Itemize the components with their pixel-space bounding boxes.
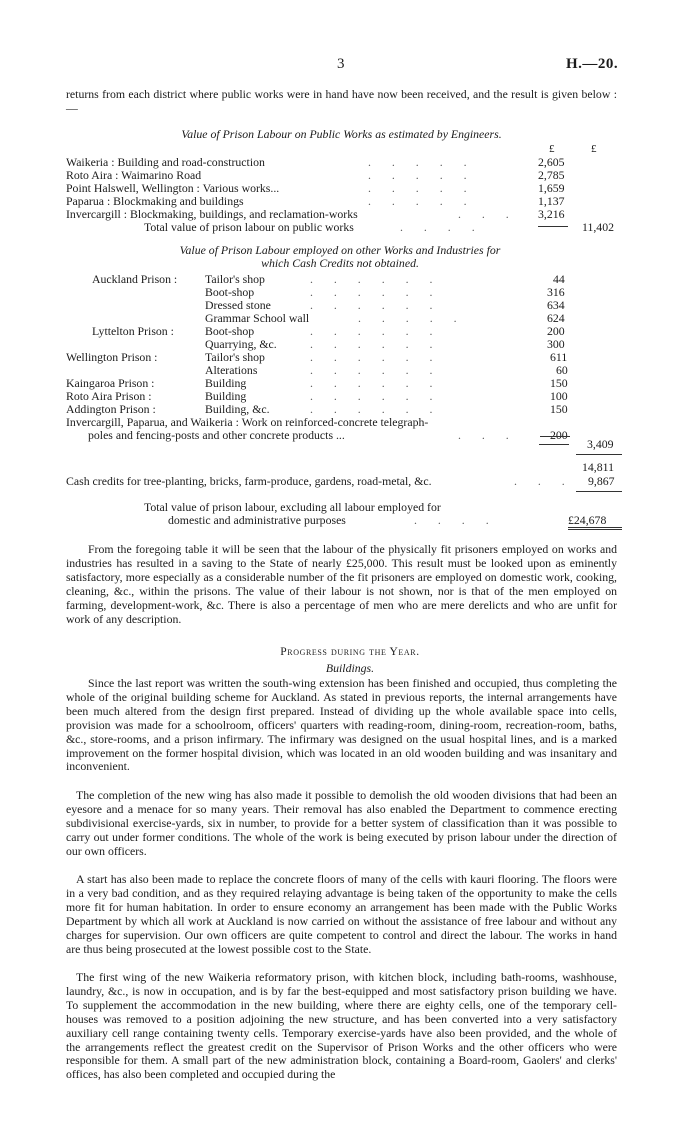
table2-row [0,298,700,312]
leader-dots: . . . . . . [310,363,442,377]
leader-dots: . . . . . . [310,350,442,364]
table2-prison: Auckland Prison : [92,272,178,286]
total-rule [576,491,622,492]
table2-row [0,311,700,325]
table2-item: Quarrying, &c. [205,337,277,351]
grand-total-underline [568,529,622,530]
table1-row-label: Roto Aira : Waimarino Road [66,168,202,182]
table2-item: Building [205,376,247,390]
grand-total-value: £24,678 [568,513,607,527]
section-subtitle: Buildings. [325,661,375,675]
table2-item: Alterations [205,363,258,377]
table2-item: Boot-shop [205,324,255,338]
leader-dots: . . . . . [368,155,476,169]
leader-dots: . . . [458,428,518,442]
leader-dots: . . . . . . [310,376,442,390]
table2-value: 100 [550,389,568,403]
table2-row [0,389,700,403]
table2-title-line1: Value of Prison Labour employed on other Works and Industries for [179,243,501,257]
table2-value: 44 [553,272,565,286]
table1-row [0,194,700,208]
leader-dots: . . . . . [358,311,466,325]
combined-total-row [0,460,700,474]
table2-subtotal: 3,409 [587,437,614,451]
table1-row-label: Invercargill : Blockmaking, buildings, and reclamation-works [66,207,358,221]
table1-row-label: Paparua : Blockmaking and buildings [66,194,244,208]
leader-dots: . . . . [400,220,484,234]
table2-row [0,402,700,416]
table2-row [0,285,700,299]
table2-item: Boot-shop [205,285,255,299]
table2-prison: Addington Prison : [66,402,156,416]
leader-dots: . . . . . [368,181,476,195]
table2-title-line2: which Cash Credits not obtained. [261,256,419,270]
page-number: 3 [337,56,345,72]
table2-subtotal-row [0,437,700,451]
grand-total-label-line1: Total value of prison labour, excluding all labour employed for [144,500,441,514]
table2-concrete-line1: Invercargill, Paparua, and Waikeria : Work on reinforced-concrete telegraph- [66,415,429,429]
section-title: Progress during the Year. [280,646,420,658]
grand-total-row [0,500,700,514]
table2-value: 150 [550,402,568,416]
table1-currency-col2: £ [591,143,597,155]
table2-prison: Kaingaroa Prison : [66,376,155,390]
leader-dots: . . . . . . [310,337,442,351]
table2-item: Grammar School wall [205,311,310,325]
leader-dots: . . . . . . [310,402,442,416]
table2-item: Building [205,389,247,403]
leader-dots: . . . . . [368,168,476,182]
table1-total-value: 11,402 [582,220,615,234]
paragraph-savings: From the foregoing table it will be seen that the labour of the physically fit prisoners employed on works and industries has resulted in a saving to the State of nearly £25,000. This result must be looked upon as eminently satisfactory, more especially as a considerable number of the fit prisoners are employed on domestic work, cooking, cleaning, &c., within the prisons. The value of their labour is not shown, nor is that of the men employed on farming, development-work, &c. There is also a percentage of men who are mere derelicts and who are unfit for work of any description. [66,542,617,626]
table2-value: 624 [547,311,565,325]
table1-row [0,181,700,195]
table2-value: 634 [547,298,565,312]
total-rule [576,454,622,455]
table2-value: 60 [556,363,568,377]
table1-row [0,168,700,182]
table2-value: 200 [547,324,565,338]
table2-value: 316 [547,285,565,299]
cash-credits-label: Cash credits for tree-planting, bricks, farm-produce, gardens, road-metal, &c. [66,474,432,488]
table1-title: Value of Prison Labour on Public Works as estimated by Engineers. [181,127,502,141]
grand-total-row [0,513,700,527]
table2-concrete-line2: poles and fencing-posts and other concrete products ... [88,428,345,442]
table2-prison: Wellington Prison : [66,350,158,364]
grand-total-label-line2: domestic and administrative purposes [168,513,346,527]
table2-row [0,376,700,390]
dash-rule [538,226,568,227]
table1-row-value: 2,605 [538,155,565,169]
table1-row-value: 1,659 [538,181,565,195]
cash-credits-row [0,474,700,488]
leader-dots: . . . [514,474,574,488]
leader-dots: . . . . . . [310,389,442,403]
table2-value: 611 [550,350,568,364]
table1-currency-col1: £ [549,143,555,155]
leader-dots: . . . . . . [310,298,442,312]
table2-value: 150 [550,376,568,390]
table1-row-label: Point Halswell, Wellington : Various works... [66,181,280,195]
dash-rule [539,444,569,445]
table1-total-row [0,220,700,234]
table2-prison: Lyttelton Prison : [92,324,174,338]
table2-row [0,350,700,364]
table2-item: Tailor's shop [205,350,265,364]
table2-concrete-value: 200 [550,428,568,442]
paragraph-exercise-yards: The completion of the new wing has also made it possible to demolish the old wooden divisions that had been an eyesore and a menace for so many years. Their removal has also enabled the Department to commence erecting subdivisional exercise-yards, six in number, to provide for a better system of classification than it was possible to carry out under former conditions. The whole of the work is being executed by prison labour under the direction of our own officers. [66,788,617,858]
table1-row-label: Waikeria : Building and road-construction [66,155,265,169]
table2-value: 300 [547,337,565,351]
cash-credits-value: 9,867 [588,474,615,488]
intro-text: returns from each district where public works were in hand have now been received, and the result is given below :— [66,87,617,115]
table2-row [0,324,700,338]
leader-dots: . . . . [414,513,498,527]
table2-row [0,337,700,351]
grand-total-underline [568,527,622,528]
paragraph-waikeria: The first wing of the new Waikeria reformatory prison, with kitchen block, including bath-rooms, washhouse, laundry, &c., is now in occupation, and is by far the best-equipped and most satisfactory prison building we have. To supplement the accommodation in the new building, where there are eighty cells, one of the temporary cell-houses was removed to a position adjoining the new structure, and has been converted into a very satisfactory auxiliary cell range containing twenty cells. Temporary exercise-yards have also been provided, and the whole of the arrangements reflect the greatest credit on the Supervisor of Prison Works and the other officers who were responsible for them. A small part of the new administration block, containing a Board-room, Gaolers' and clerks' offices, has also been completed and occupied during the [66,970,617,1082]
leader-dots: . . . . . . [310,285,442,299]
table2-item: Dressed stone [205,298,271,312]
table1-row [0,207,700,221]
table2-row [0,272,700,286]
table2-prison: Roto Aira Prison : [66,389,152,403]
table2-item: Tailor's shop [205,272,265,286]
table1-row-value: 2,785 [538,168,565,182]
table2-concrete-row [0,415,700,429]
table1-row-value: 3,216 [538,207,565,221]
table2-item: Building, &c. [205,402,270,416]
table1-row-value: 1,137 [538,194,565,208]
combined-total: 14,811 [582,460,615,474]
leader-dots: . . . . . [368,194,476,208]
table1-row [0,155,700,169]
paragraph-auckland-wing: Since the last report was written the south-wing extension has been finished and occupied, thus completing the whole of the original building scheme for Auckland. As stated in previous reports, the internal arrangements have been much altered from the design first prepared. Instead of dividing up the whole available space into cells, provision was made for a schoolroom, officers' quarters with reading-room, dining-room, recreation-room, baths, &c., store-rooms, and a prison infirmary. The infirmary was designed on the usual hospital lines, and is a marked improvement on the former hospital division, which was located in an old wooden building and was insanitary and inconvenient. [66,676,617,774]
table2-row [0,363,700,377]
leader-dots: . . . . . . [310,324,442,338]
document-reference: H.—20. [566,56,619,72]
leader-dots: . . . . . . [310,272,442,286]
paragraph-kauri-flooring: A start has also been made to replace the concrete floors of many of the cells with kauri flooring. The floors were in a very bad condition, and as they required relaying advantage is being taken of the opportunity to make the cells more fit for human habitation. In order to ensure economy an arrangement has been made with the Public Works Department by which all work at Auckland is now carried on without the assistance of free labour and without any charges for supervision. Our own officers are quite competent to control and direct the labour. The works in hand are thus being prosecuted at the lowest possible cost to the State. [66,872,617,956]
leader-dots: . . . [458,207,518,221]
table1-total-label: Total value of prison labour on public works [144,220,354,234]
